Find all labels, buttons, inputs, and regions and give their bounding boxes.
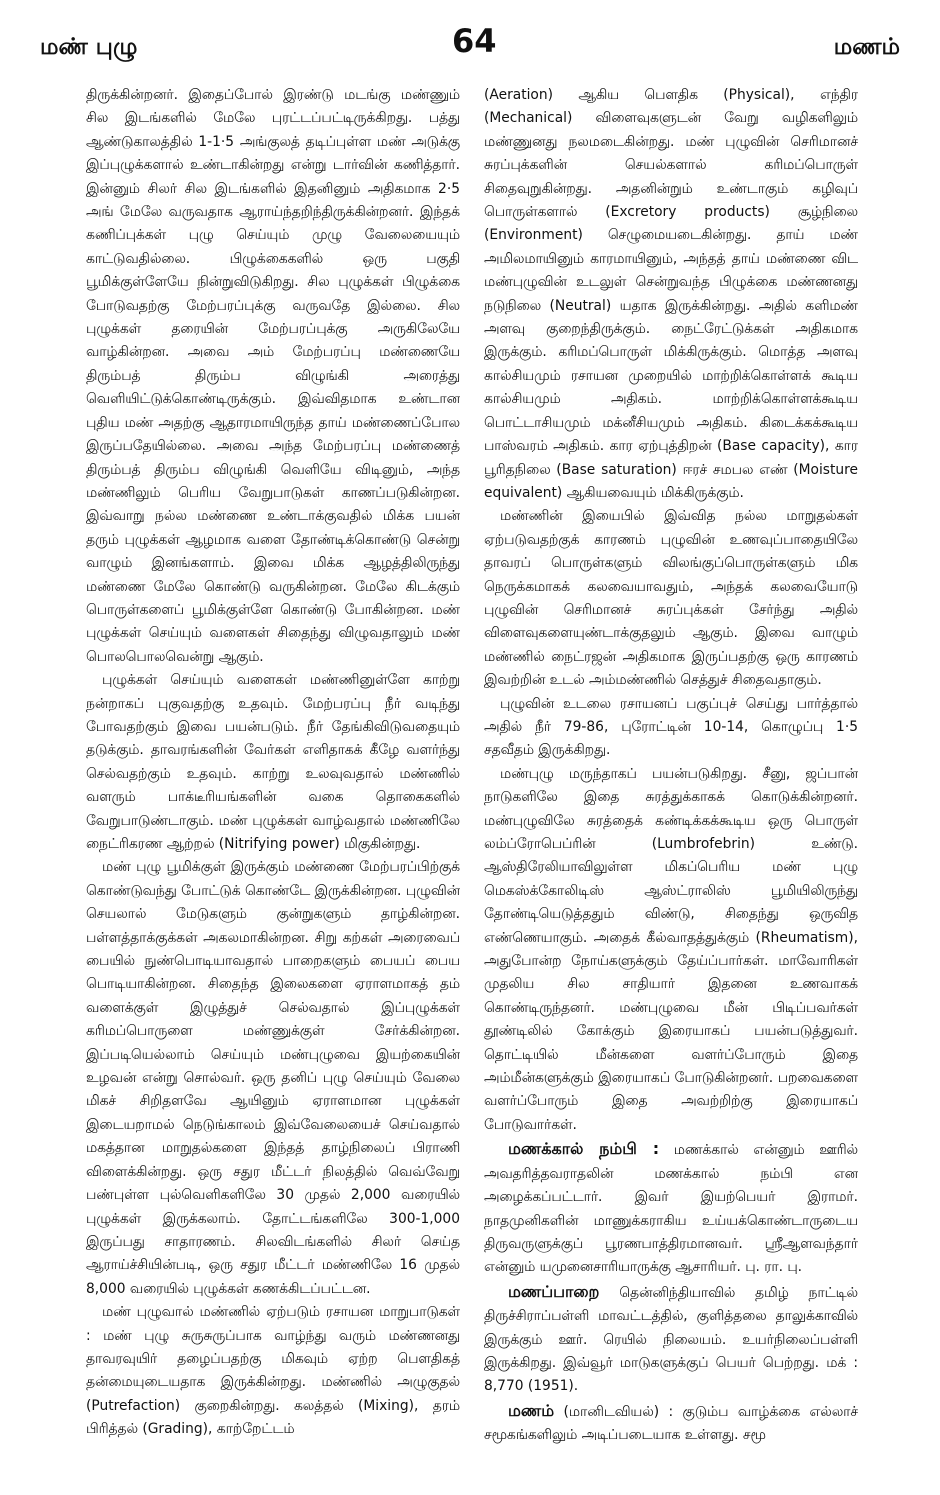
entry-manapparai: [484, 1280, 858, 1399]
paragraph: மண்புழு மருந்தாகப் பயன்படுகிறது. சீனு, ஜப்பான் நாடுகளிலே இதை சுரத்துக்காகக் கொடுக்கின்றனர். மண்புழுவிலே சுரத்தைக் கண்டிக்கக்கூடிய ஒரு பொருள் லம்ப்ரோபெப்ரின் (Lumbrofebrin) உண்டு. ஆஸ்திரேலியாவிலுள்ள மிகப்பெரிய மண் புழு மெகஸ்க்கோலிடிஸ் ஆஸ்ட்ராலிஸ் பூமியிலிருந்து தோண்டியெடுத்ததும் விண்டு, சிதைந்து ஒருவித எண்ணெயாகும். அதைக் கீல்வாதத்துக்கும் (Rheumatism), அதுபோன்ற நோய்களுக்கும் தேய்ப்பார்கள். மாவோரிகள் முதலிய சில சாதியார் இதனை உணவாகக் கொண்டிருந்தனர். மண்புழுவை மீன் பிடிப்பவர்கள் தூண்டிலில் கோக்கும் இரையாகப் பயன்படுத்துவர். தொட்டியில் மீன்களை வளர்ப்போரும் இதை அம்மீன்களுக்கும் இரையாகப் போடுகின்றனர். பறவைகளை வளர்ப்போரும் இதை அவற்றிற்கு இரையாகப் போடுவார்கள்.: [484, 765, 858, 1133]
entry-manam: [484, 1399, 858, 1448]
paragraph: மண் புழு பூமிக்குள் இருக்கும் மண்ணை மேற்பரப்பிற்குக் கொண்டுவந்து போட்டுக் கொண்டே இருக்கின்றன. புழுவின் செயலால் மேடுகளும் குன்றுகளும் தாழ்கின்றன. பள்ளத்தாக்குக்கள் அகலமாகின்றன. சிறு கற்கள் அரைவைப் பையில் நுண்பொடியாவதால் பாறைகளும் பையப் பைய பொடியாகின்றன. சிதைந்த இலைகளை ஏராளமாகத் தம் வளைக்குள் இழுத்துச் செல்வதால் இப்புழுக்கள் கரிமப்பொருளை மண்ணுக்குள் சேர்க்கின்றன. இப்படியெல்லாம் செய்யும் மண்புழுவை இயற்கையின் உழவன் என்று சொல்வர். ஒரு தனிப் புழு செய்யும் வேலை மிகச் சிறிதளவே ஆயினும் ஏராளமான புழுக்கள் இடையறாமல் நெடுங்காலம் இவ்வேலையைச் செய்வதால் மகத்தான மாறுதல்களை இந்தத் தாழ்நிலைப் பிராணி விளைக்கின்றது. ஒரு சதுர மீட்டர் நிலத்தில் வெவ்வேறு பண்புள்ள புல்வெளிகளிலே 30 முதல் 2,000 வரையில் புழுக்கள் இருக்கலாம். தோட்டங்களிலே 300-1,000 இருப்பது சாதாரணம். சிலவிடங்களில் சிலர் செய்த ஆராய்ச்சியின்படி, ஒரு சதுர மீட்டர் மண்ணிலே 16 முதல் 8,000 வரையில் புழுக்கள் கணக்கிடப்பட்டன.: [86, 859, 460, 1297]
entry-body: மணக்கால் என்னும் ஊரில் அவதரித்தவராதலின் மணக்கால் நம்பி என அழைக்கப்பட்டார். இவர் இயற்பெயர் இராமர். நாதமுனிகளின் மாணுக்கராகிய உய்யக்கொண்டாருடைய திருவருளுக்குப் பூரணபாத்திரமானவர். ஸ்ரீஆளவந்தார் என்னும் யமுனைசாரியாருக்கு ஆசாரியர். பு. ரா. பு.: [484, 1142, 858, 1276]
paragraph: (Aeration) ஆகிய பௌதிக (Physical), எந்திர (Mechanical) விளைவுகளுடன் வேறு வழிகளிலும் மண்ணுனது நலமடைகின்றது. மண் புழுவின் செரிமானச் சுரப்புக்களின் செயல்களால் கரிமப்பொருள் சிதைவுறுகின்றது. அதனின்றும் உண்டாகும் கழிவுப் பொருள்களால் (Excretory products) சூழ்நிலை (Environment) செழுமையடைகின்றது. தாய் மண் அமிலமாயினும் காரமாயினும், அந்தத் தாய் மண்ணை விட மண்புழுவின் உடலுள் சென்றுவந்த பிழுக்கை மண்ணனது நடுநிலை (Neutral) யதாக இருக்கின்றது. அதில் களிமண் அளவு குறைந்திருக்கும். நைட்ரேட்டுக்கள் அதிகமாக இருக்கும். கரிமப்பொருள் மிக்கிருக்கும். மொத்த அளவு கால்சியமும் ரசாயன முறையில் மாற்றிக்கொள்ளக் கூடிய கால்சியமும் அதிகம். மாற்றிக்கொள்ளக்கூடிய பொட்டாசியமும் மக்னீசியமும் அதிகம். கிடைக்கக்கூடிய பாஸ்வரம் அதிகம். கார ஏற்புத்திறன் (Base capacity), கார பூரிதநிலை (Base saturation) ஈரச் சமபல எண் (Moisture equivalent) ஆகியவையும் மிக்கிருக்கும்.: [484, 87, 858, 501]
paragraph: திருக்கின்றனர். இதைப்போல் இரண்டு மடங்கு மண்ணும் சில இடங்களில் மேலே புரட்டப்பட்டிருக்கிறது. பத்து ஆண்டுகாலத்தில் 1-1·5 அங்குலத் தடிப்புள்ள மண் அடுக்கு இப்புழுக்களால் உண்டாகின்றது என்று டார்வின் கணித்தார். இன்னும் சிலர் சில இடங்களில் இதனினும் அதிகமாக 2·5 அங் மேலே வருவதாக ஆராய்ந்தறிந்திருக்கின்றனர். இந்தக் கணிப்புக்கள் புழு செய்யும் முழு வேலையையும் காட்டுவதில்லை. பிழுக்கைகளில் ஒரு பகுதி பூமிக்குள்ளேயே நின்றுவிடுகிறது. சில புழுக்கள் பிழுக்கை போடுவதற்கு மேற்பரப்புக்கு வருவதே இல்லை. சில புழுக்கள் தரையின் மேற்பரப்புக்கு அருகிலேயே வாழ்கின்றன. அவை அம் மேற்பரப்பு மண்ணையே திரும்பத் திரும்ப விழுங்கி அரைத்து வெளியிட்டுக்கொண்டிருக்கும். இவ்விதமாக உண்டான புதிய மண் அதற்கு ஆதாரமாயிருந்த தாய் மண்ணைப்போல இருப்பதேயில்லை. அவை அந்த மேற்பரப்பு மண்ணைத் திரும்பத் திரும்ப விழுங்கி வெளியே விடினும், அந்த மண்ணிலும் பெரிய வேறுபாடுகள் காணப்படுகின்றன. இவ்வாறு நல்ல மண்ணை உண்டாக்குவதில் மிக்க பயன் தரும் புழுக்கள் ஆழமாக வளை தோண்டிக்கொண்டு சென்று வாழும் இனங்களாம். இவை மிக்க ஆழத்திலிருந்து மண்ணை மேலே கொண்டு வருகின்றன. மேலே கிடக்கும் பொருள்களைப் பூமிக்குள்ளே கொண்டு போகின்றன. மண் புழுக்கள் செய்யும் வளைகள் சிதைந்து விழுவதாலும் மண் பொலபொலவென்று ஆகும்.: [86, 87, 460, 665]
running-head-right: மணம்: [833, 34, 900, 60]
entry-body: (மானிடவியல்) : குடும்ப வாழ்க்கை எல்லாச் சமூகங்களிலும் அடிப்படையாக உள்ளது. சமூ: [484, 1403, 858, 1444]
page-header: [0, 0, 940, 80]
paragraph: புழுவின் உடலை ரசாயனப் பகுப்புச் செய்து பார்த்தால் அதில் நீர் 79-86, புரோட்டின் 10-14, கொழுப்பு 1·5 சதவீதம் இருக்கிறது.: [484, 695, 858, 759]
paragraph: புழுக்கள் செய்யும் வளைகள் மண்ணினுள்ளே காற்று நன்றாகப் புகுவதற்கு உதவும். மேற்பரப்பு நீர் வடிந்து போவதற்கும் இவை பயன்படும். நீர் தேங்கிவிடுவதையும் தடுக்கும். தாவரங்களின் வேர்கள் எளிதாகக் கீழே வளர்ந்து செல்வதற்கும் உதவும். காற்று உலவுவதால் மண்ணில் வளரும் பாக்டீரியங்களின் வகை தொகைகளில் வேறுபாடுண்டாகும். மண் புழுக்கள் வாழ்வதால் மண்ணிலே நைட்ரிகரண ஆற்றல் (Nitrifying power) மிகுகின்றது.: [86, 672, 460, 852]
right-column: [484, 84, 858, 1479]
paragraph: மண்ணின் இயைபில் இவ்வித நல்ல மாறுதல்கள் ஏற்படுவதற்குக் காரணம் புழுவின் உணவுப்பாதையிலே தாவரப் பொருள்களும் விலங்குப்பொருள்களும் மிக நெருக்கமாகக் கலவையாவதும், அந்தக் கலவையோடு புழுவின் செரிமானச் சுரப்புக்கள் சேர்ந்து அதில் விளைவுகளையுண்டாக்குதலும் ஆகும். இவை வாழும் மண்ணில் நைட்ரஜன் அதிகமாக இருப்பதற்கு ஒரு காரணம் இவற்றின் உடல் அம்மண்ணில் செத்துச் சிதைவதாகும்.: [484, 508, 858, 689]
left-column: [86, 84, 460, 1479]
paragraph: மண் புழுவால் மண்ணில் ஏற்படும் ரசாயன மாறுபாடுகள் : மண் புழு சுருசுருப்பாக வாழ்ந்து வரும் மண்ணனது தாவரவுயிர் தழைப்பதற்கு மிகவும் ஏற்ற பௌதிகத் தன்மையுடையதாக இருக்கின்றது. மண்ணில் அழுகுதல் (Putrefaction) குறைகின்றது. கலத்தல் (Mixing), தரம் பிரித்தல் (Grading), காற்றேட்டம்: [86, 1304, 460, 1438]
entry-manakkal-nambi: [484, 1137, 858, 1279]
running-head-left: மண் புழு: [40, 34, 138, 60]
page-number: 64: [452, 22, 497, 60]
entry-title: மணம்: [508, 1400, 555, 1420]
entry-title: மணப்பாறை: [508, 1281, 600, 1301]
entry-title: மணக்கால் நம்பி :: [508, 1139, 660, 1159]
entry-body: தென்னிந்தியாவில் தமிழ் நாட்டில் திருச்சிராப்பள்ளி மாவட்டத்தில், குளித்தலை தாலுக்காவில் இருக்கும் ஊர். ரெயில் நிலையம். உயர்நிலைப்பள்ளி இருக்கிறது. இவ்வூர் மாடுகளுக்குப் பெயர் பெற்றது. மக் : 8,770 (1951).: [484, 1284, 858, 1395]
